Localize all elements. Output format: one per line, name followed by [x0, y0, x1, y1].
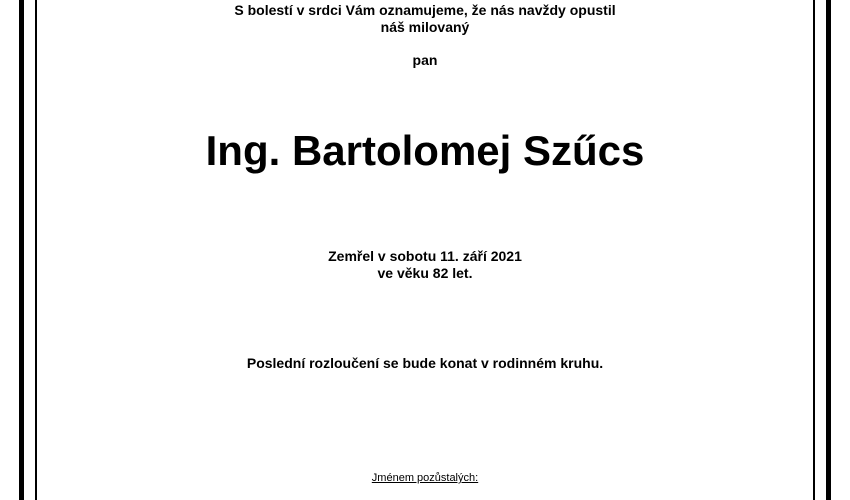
death-details [0, 248, 850, 282]
death-date-line: Zemřel v sobotu 11. září 2021 [328, 248, 522, 264]
intro-text [0, 2, 850, 36]
signature-label: Jménem pozůstalých: [371, 472, 479, 484]
farewell-text: Poslední rozloučení se bude konat v rodinném kruhu. [246, 355, 604, 371]
title-word: pan [412, 52, 438, 68]
age-line: ve věku 82 let. [377, 265, 473, 281]
intro-line-1: S bolestí v srdci Vám oznamujeme, že nás navždy opustil [234, 2, 616, 18]
deceased-name: Ing. Bartolomej Szűcs [205, 127, 645, 174]
intro-line-2: náš milovaný [380, 19, 470, 35]
